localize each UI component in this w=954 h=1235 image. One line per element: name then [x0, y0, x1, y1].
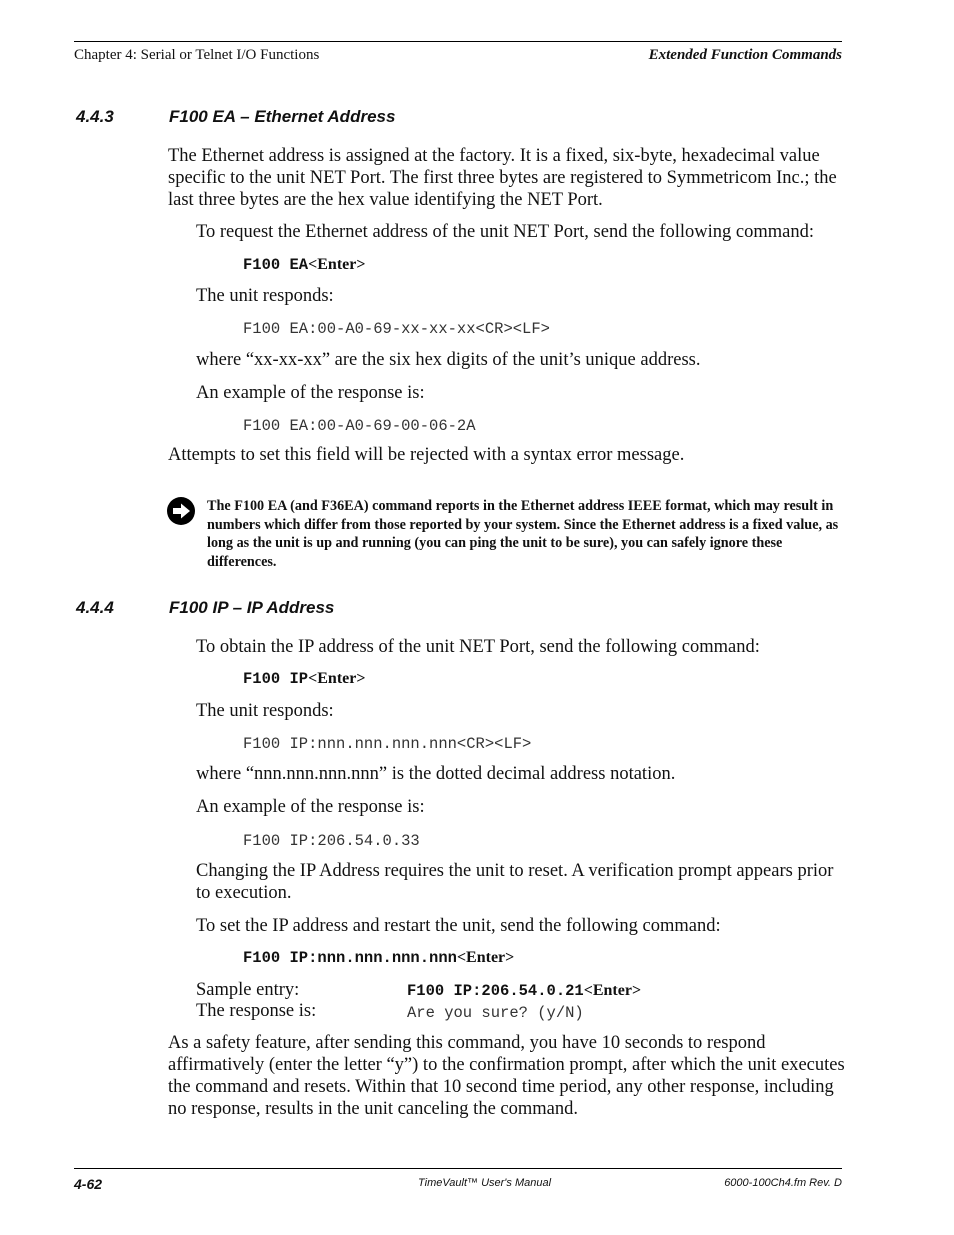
ip-set-command-enter: <Enter>: [456, 949, 515, 966]
footer-manual-title: TimeVault™ User's Manual: [418, 1177, 552, 1189]
ea-response-code: F100 EA:00-A0-69-xx-xx-xx<CR><LF>: [243, 320, 550, 338]
ip-response-code: F100 IP:nnn.nnn.nnn.nnn<CR><LF>: [243, 735, 532, 753]
ea-intro-paragraph: The Ethernet address is assigned at the factory. It is a fixed, six-byte, hexadecimal value specific to the unit NET Port. The first three bytes are registered to Symmetricom Inc.; the last three bytes are the hex value identifying the NET Port.: [168, 146, 837, 210]
ea-command-text: F100 EA: [243, 256, 309, 274]
section-title-443: F100 EA – Ethernet Address: [169, 107, 396, 126]
sample-entry-text: F100 IP:206.54.0.21: [407, 982, 584, 1000]
ea-where-text: where “xx-xx-xx” are the six hex digits of the unit’s unique address.: [196, 350, 701, 370]
header-section: Extended Function Commands: [648, 47, 842, 63]
header-chapter: Chapter 4: Serial or Telnet I/O Functions: [74, 47, 320, 63]
arrow-right-icon: [166, 496, 196, 526]
footer-page-number: 4-62: [74, 1176, 103, 1192]
ea-command: [243, 256, 365, 274]
confirm-prompt-code: Are you sure? (y/N): [407, 1004, 584, 1022]
response-is-label: The response is:: [196, 1001, 317, 1021]
section-number-444: 4.4.4: [76, 598, 114, 617]
ip-safety-paragraph: As a safety feature, after sending this command, you have 10 seconds to respond affirmatively (enter the letter “y”) to the confirmation prompt, after which the unit executes the command and resets. Within that 10 second time period, any other response, including no response, results in the unit canceling the command.: [168, 1033, 845, 1119]
footer-rule: [74, 1168, 842, 1169]
footer-file-info: 6000-100Ch4.fm Rev. D: [724, 1177, 842, 1189]
ip-where-text: where “nnn.nnn.nnn.nnn” is the dotted decimal address notation.: [196, 764, 676, 784]
ea-request-text: To request the Ethernet address of the unit NET Port, send the following command:: [196, 222, 814, 242]
ip-responds-text: The unit responds:: [196, 701, 334, 721]
ea-example-label: An example of the response is:: [196, 383, 425, 403]
note-text: The F100 EA (and F36EA) command reports in the Ethernet address IEEE format, which may result in numbers which differ from those reported by your system. Since the Ethernet address is a fixed value, as long as the unit is up and running (you can ping the unit to be sure), you can safely ignore these differences.: [207, 498, 839, 570]
sample-entry-command: [407, 982, 641, 1000]
ip-set-text: To set the IP address and restart the unit, send the following command:: [196, 916, 721, 936]
ip-example-code: F100 IP:206.54.0.33: [243, 832, 420, 850]
header-rule: [74, 41, 842, 42]
ip-obtain-text: To obtain the IP address of the unit NET Port, send the following command:: [196, 637, 760, 657]
ip-changing-text: Changing the IP Address requires the unit to reset. A verification prompt appears prior to execution.: [196, 861, 834, 903]
ip-command-text: F100 IP: [243, 670, 309, 688]
ea-responds-text: The unit responds:: [196, 286, 334, 306]
ea-example-code: F100 EA:00-A0-69-00-06-2A: [243, 417, 476, 435]
ip-example-label: An example of the response is:: [196, 797, 425, 817]
ea-attempts-text: Attempts to set this field will be rejected with a syntax error message.: [168, 445, 685, 465]
section-title-444: F100 IP – IP Address: [169, 598, 335, 617]
ip-command: [243, 670, 365, 688]
sample-entry-enter: <Enter>: [583, 982, 642, 999]
section-number-443: 4.4.3: [76, 107, 114, 126]
ip-set-command: [243, 949, 514, 967]
sample-entry-label: Sample entry:: [196, 980, 300, 1000]
ea-command-enter: <Enter>: [308, 256, 366, 273]
ip-command-enter: <Enter>: [308, 670, 366, 687]
ip-set-command-text: F100 IP:nnn.nnn.nnn.nnn: [243, 949, 457, 967]
